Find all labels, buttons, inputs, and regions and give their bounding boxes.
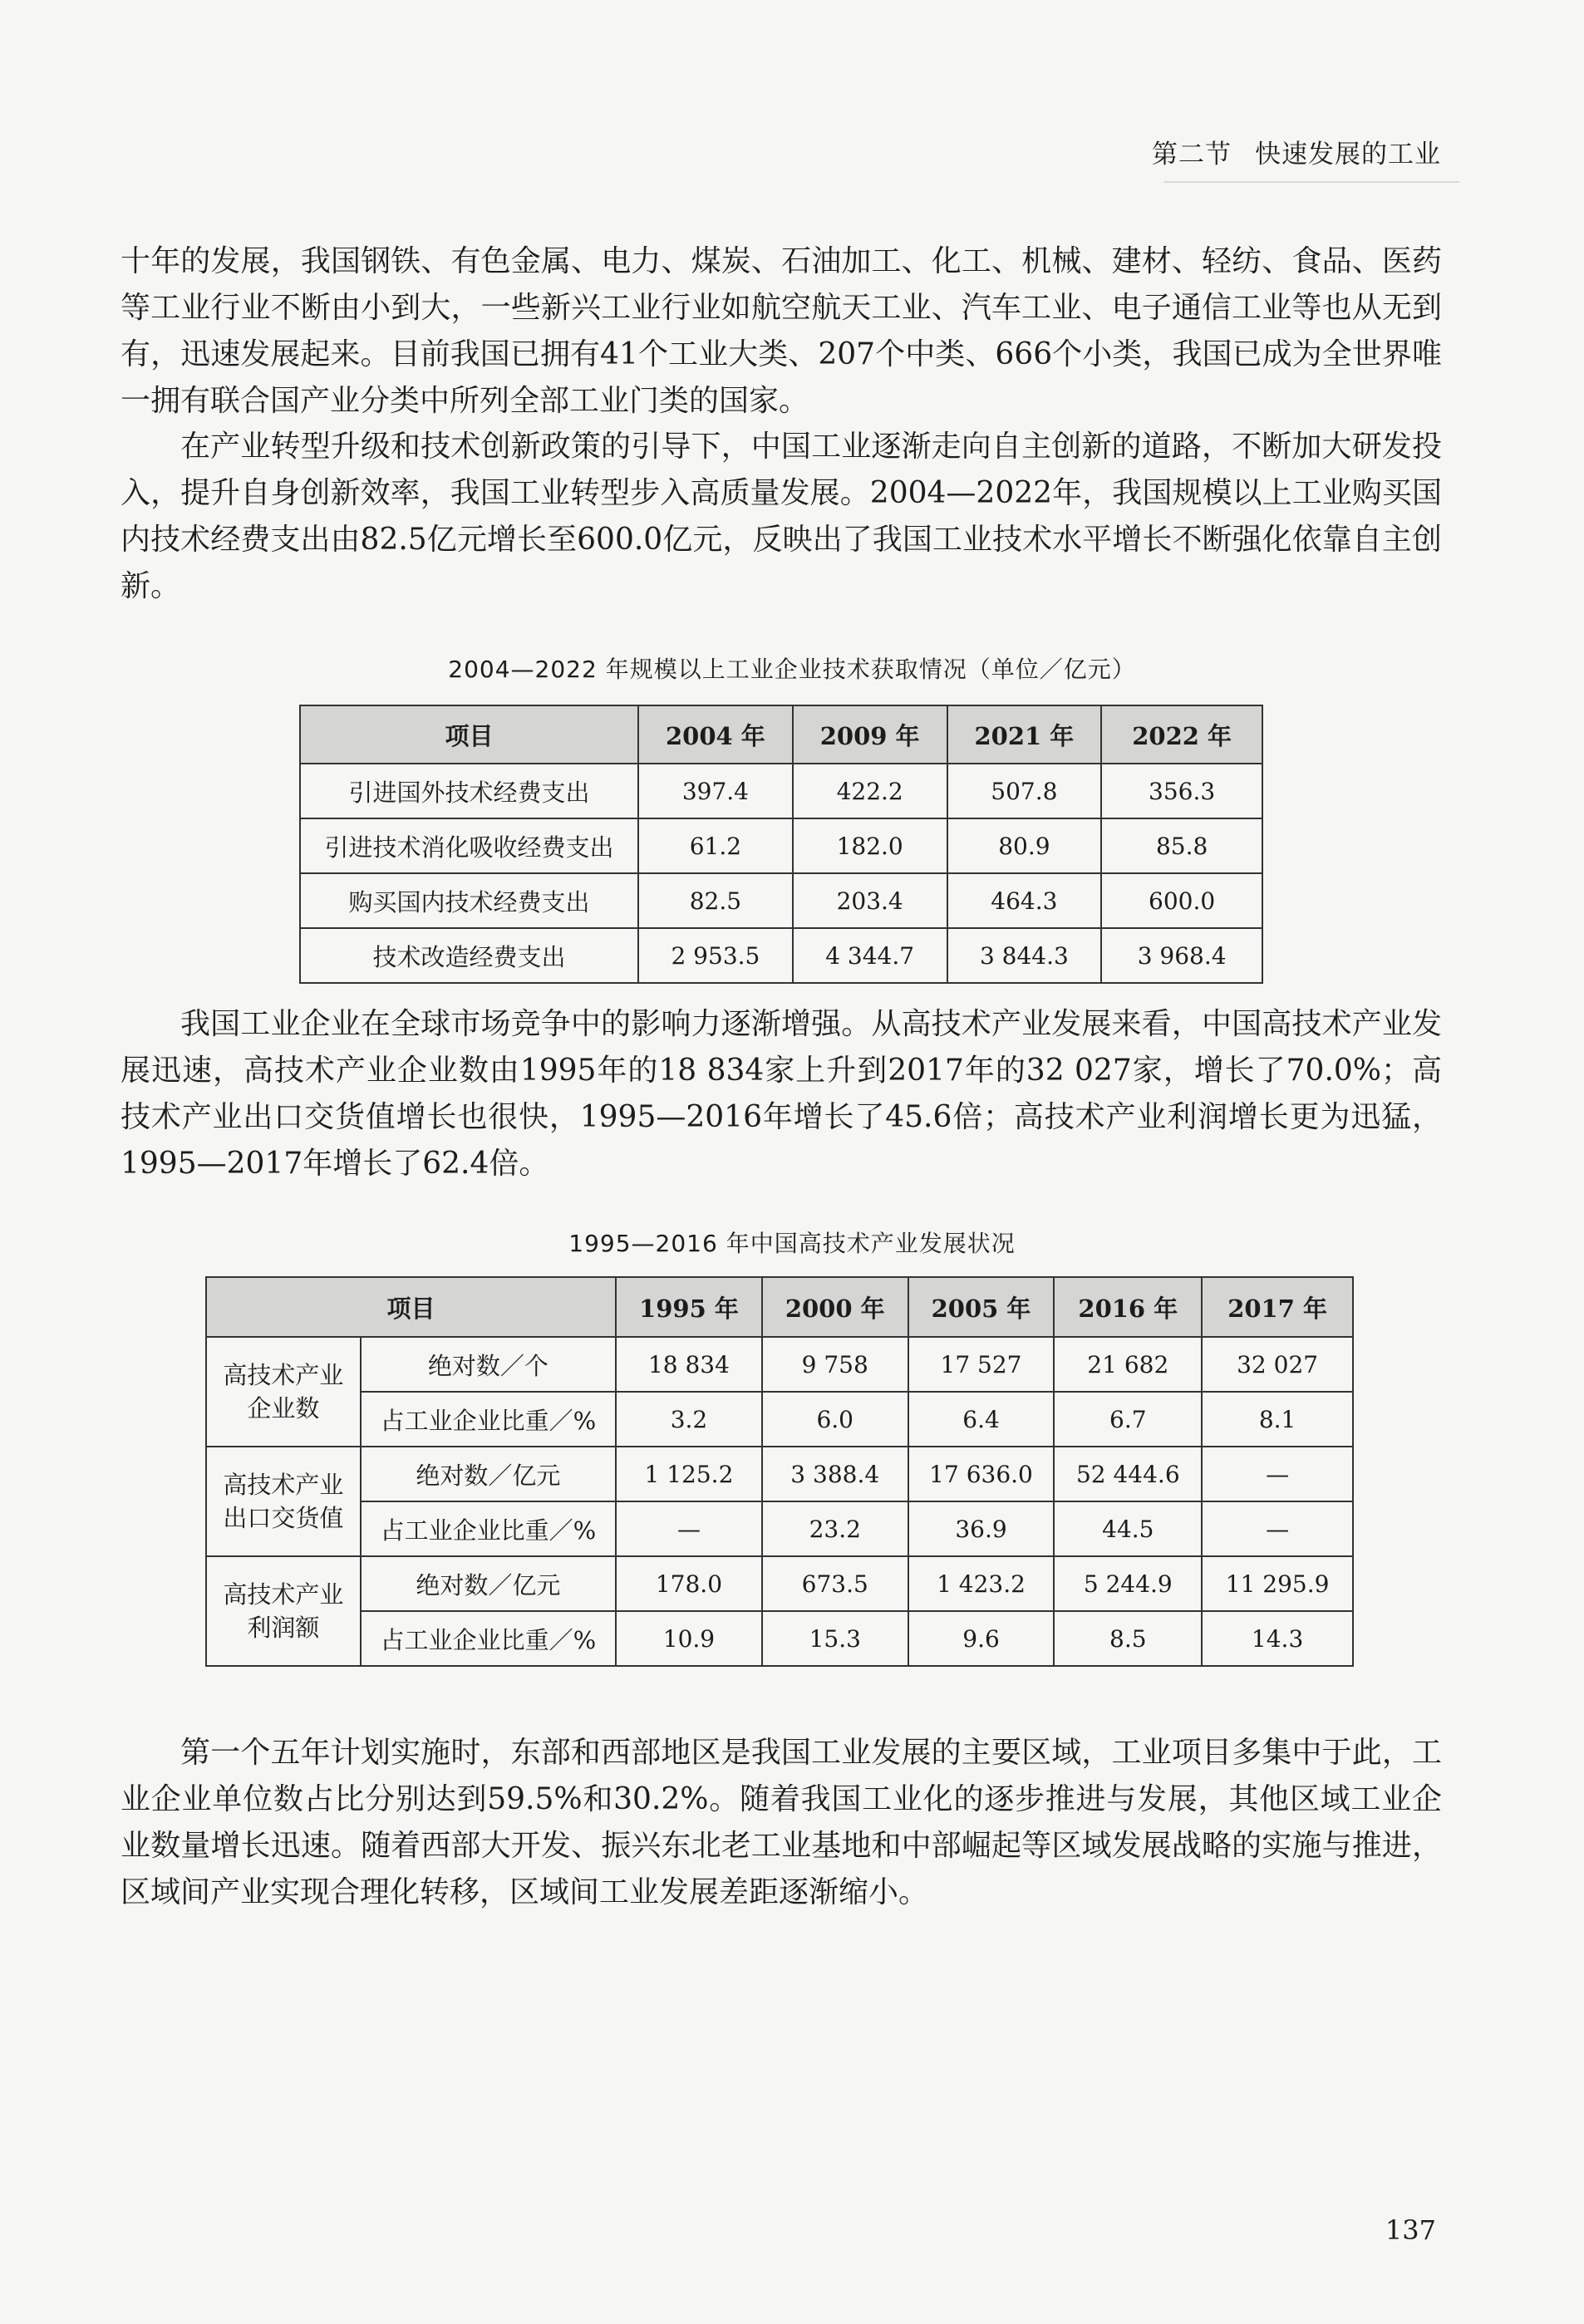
table-cell: 23.2 (762, 1501, 908, 1556)
table-cell: — (1202, 1501, 1353, 1556)
running-header (1152, 133, 1441, 170)
paragraph-4: 第一个五年计划实施时，东部和西部地区是我国工业发展的主要区域，工业项目多集中于此，工业企业单位数占比分别达到59.5%和30.2%。随着我国工业化的逐步推进与发展，其他区域工业企业数量增长迅速。随着西部大开发、振兴东北老工业基地和中部崛起等区域发展战略的实施与推进，区域间产业实现合理化转移，区域间工业发展差距逐渐缩小。 (121, 1736, 1442, 1909)
group-label-line2: 利润额 (247, 1614, 320, 1642)
column-header: 2000 年 (762, 1277, 908, 1337)
paragraph-2: 在产业转型升级和技术创新政策的引导下，中国工业逐渐走向自主创新的道路，不断加大研发投入，提升自身创新效率，我国工业转型步入高质量发展。2004—2022年，我国规模以上工业购买国内技术经费支出由82.5亿元增长至600.0亿元，反映出了我国工业技术水平增长不断强化依靠自主创新。 (121, 430, 1442, 603)
table1-caption: 2004—2022 年规模以上工业企业技术获取情况（单位／亿元） (448, 656, 1136, 683)
table-cell: 21 682 (1054, 1337, 1202, 1392)
table-cell: 2 953.5 (638, 928, 793, 983)
table-row (206, 1392, 1353, 1447)
table-cell: 4 344.7 (793, 928, 947, 983)
column-header: 2005 年 (908, 1277, 1055, 1337)
section-title: 快速发展的工业 (1255, 140, 1441, 170)
row-label: 绝对数／亿元 (361, 1556, 616, 1611)
table-cell: — (616, 1501, 762, 1556)
group-label (206, 1556, 361, 1666)
row-label: 绝对数／亿元 (361, 1447, 616, 1501)
group-label (206, 1447, 361, 1556)
table-cell: 3 388.4 (762, 1447, 908, 1501)
table-cell: 464.3 (947, 873, 1102, 928)
table-cell: 6.4 (908, 1392, 1055, 1447)
table-row (206, 1501, 1353, 1556)
table-row (206, 1337, 1353, 1392)
group-label (206, 1337, 361, 1447)
table-cell: 8.1 (1202, 1392, 1353, 1447)
column-header: 项目 (206, 1277, 616, 1337)
column-header: 2017 年 (1202, 1277, 1353, 1337)
row-label: 引进国外技术经费支出 (300, 764, 638, 818)
table-cell: 80.9 (947, 818, 1102, 873)
row-label: 引进技术消化吸收经费支出 (300, 818, 638, 873)
table2-caption: 1995—2016 年中国高技术产业发展状况 (568, 1230, 1016, 1257)
table-cell: 61.2 (638, 818, 793, 873)
table-cell: 17 636.0 (908, 1447, 1055, 1501)
group-label-line2: 出口交货值 (223, 1504, 344, 1532)
table-cell: 203.4 (793, 873, 947, 928)
table-cell: 17 527 (908, 1337, 1055, 1392)
table-row (206, 1447, 1353, 1501)
paragraph-1: 十年的发展，我国钢铁、有色金属、电力、煤炭、石油加工、化工、机械、建材、轻纺、食品、医药等工业行业不断由小到大，一些新兴工业行业如航空航天工业、汽车工业、电子通信工业等也从无到有，迅速发展起来。目前我国已拥有41个工业大类、207个中类、666个小类，我国已成为全世界唯一拥有联合国产业分类中所列全部工业门类的国家。 (121, 244, 1442, 418)
page-number: 137 (1385, 2214, 1436, 2246)
column-header: 2016 年 (1054, 1277, 1202, 1337)
table-row (300, 818, 1262, 873)
table-cell: 6.7 (1054, 1392, 1202, 1447)
table-cell: 6.0 (762, 1392, 908, 1447)
table-cell: 182.0 (793, 818, 947, 873)
row-label: 绝对数／个 (361, 1337, 616, 1392)
group-label-line1: 高技术产业 (223, 1580, 344, 1609)
group-label-line1: 高技术产业 (223, 1471, 344, 1499)
group-label-line1: 高技术产业 (223, 1361, 344, 1389)
table-cell: 82.5 (638, 873, 793, 928)
table-cell: 9.6 (908, 1611, 1055, 1666)
table-cell: 356.3 (1101, 764, 1262, 818)
row-label: 占工业企业比重／% (361, 1611, 616, 1666)
group-label-line2: 企业数 (247, 1394, 320, 1422)
table-cell: 3 844.3 (947, 928, 1102, 983)
table-cell: 18 834 (616, 1337, 762, 1392)
table-cell: 52 444.6 (1054, 1447, 1202, 1501)
column-header: 2022 年 (1101, 705, 1262, 764)
paragraph-3: 我国工业企业在全球市场竞争中的影响力逐渐增强。从高技术产业发展来看，中国高技术产业发展迅速，高技术产业企业数由1995年的18 834家上升到2017年的32 027家，增长了70.0%；高技术产业出口交货值增长也很快，1995—2016年增长了45.6倍；高技术产业利润增长更为迅猛，1995—2017年增长了62.4倍。 (121, 1007, 1442, 1181)
table-row (300, 873, 1262, 928)
table-cell: 32 027 (1202, 1337, 1353, 1392)
row-label: 占工业企业比重／% (361, 1501, 616, 1556)
column-header: 项目 (300, 705, 638, 764)
table-cell: 673.5 (762, 1556, 908, 1611)
table-row (300, 764, 1262, 818)
table-cell: 178.0 (616, 1556, 762, 1611)
table-cell: 600.0 (1101, 873, 1262, 928)
table-cell: 14.3 (1202, 1611, 1353, 1666)
table-header-row (300, 705, 1262, 764)
table-cell: — (1202, 1447, 1353, 1501)
column-header: 2009 年 (793, 705, 947, 764)
table-cell: 3.2 (616, 1392, 762, 1447)
table-cell: 397.4 (638, 764, 793, 818)
table-row (206, 1611, 1353, 1666)
row-label: 技术改造经费支出 (300, 928, 638, 983)
tech-acquisition-table (299, 705, 1263, 984)
table-cell: 11 295.9 (1202, 1556, 1353, 1611)
row-label: 购买国内技术经费支出 (300, 873, 638, 928)
table-row (206, 1556, 1353, 1611)
table-cell: 8.5 (1054, 1611, 1202, 1666)
section-number: 第二节 (1152, 140, 1232, 170)
table-header-row (206, 1277, 1353, 1337)
table-row (300, 928, 1262, 983)
high-tech-industry-table (205, 1276, 1354, 1667)
table-cell: 36.9 (908, 1501, 1055, 1556)
table-cell: 3 968.4 (1101, 928, 1262, 983)
table-cell: 5 244.9 (1054, 1556, 1202, 1611)
table-cell: 1 125.2 (616, 1447, 762, 1501)
table-cell: 44.5 (1054, 1501, 1202, 1556)
column-header: 2021 年 (947, 705, 1102, 764)
row-label: 占工业企业比重／% (361, 1392, 616, 1447)
table-cell: 10.9 (616, 1611, 762, 1666)
table-cell: 422.2 (793, 764, 947, 818)
table-cell: 1 423.2 (908, 1556, 1055, 1611)
table-cell: 85.8 (1101, 818, 1262, 873)
table-cell: 9 758 (762, 1337, 908, 1392)
header-divider (1163, 181, 1459, 183)
table-cell: 507.8 (947, 764, 1102, 818)
column-header: 1995 年 (616, 1277, 762, 1337)
column-header: 2004 年 (638, 705, 793, 764)
table-cell: 15.3 (762, 1611, 908, 1666)
